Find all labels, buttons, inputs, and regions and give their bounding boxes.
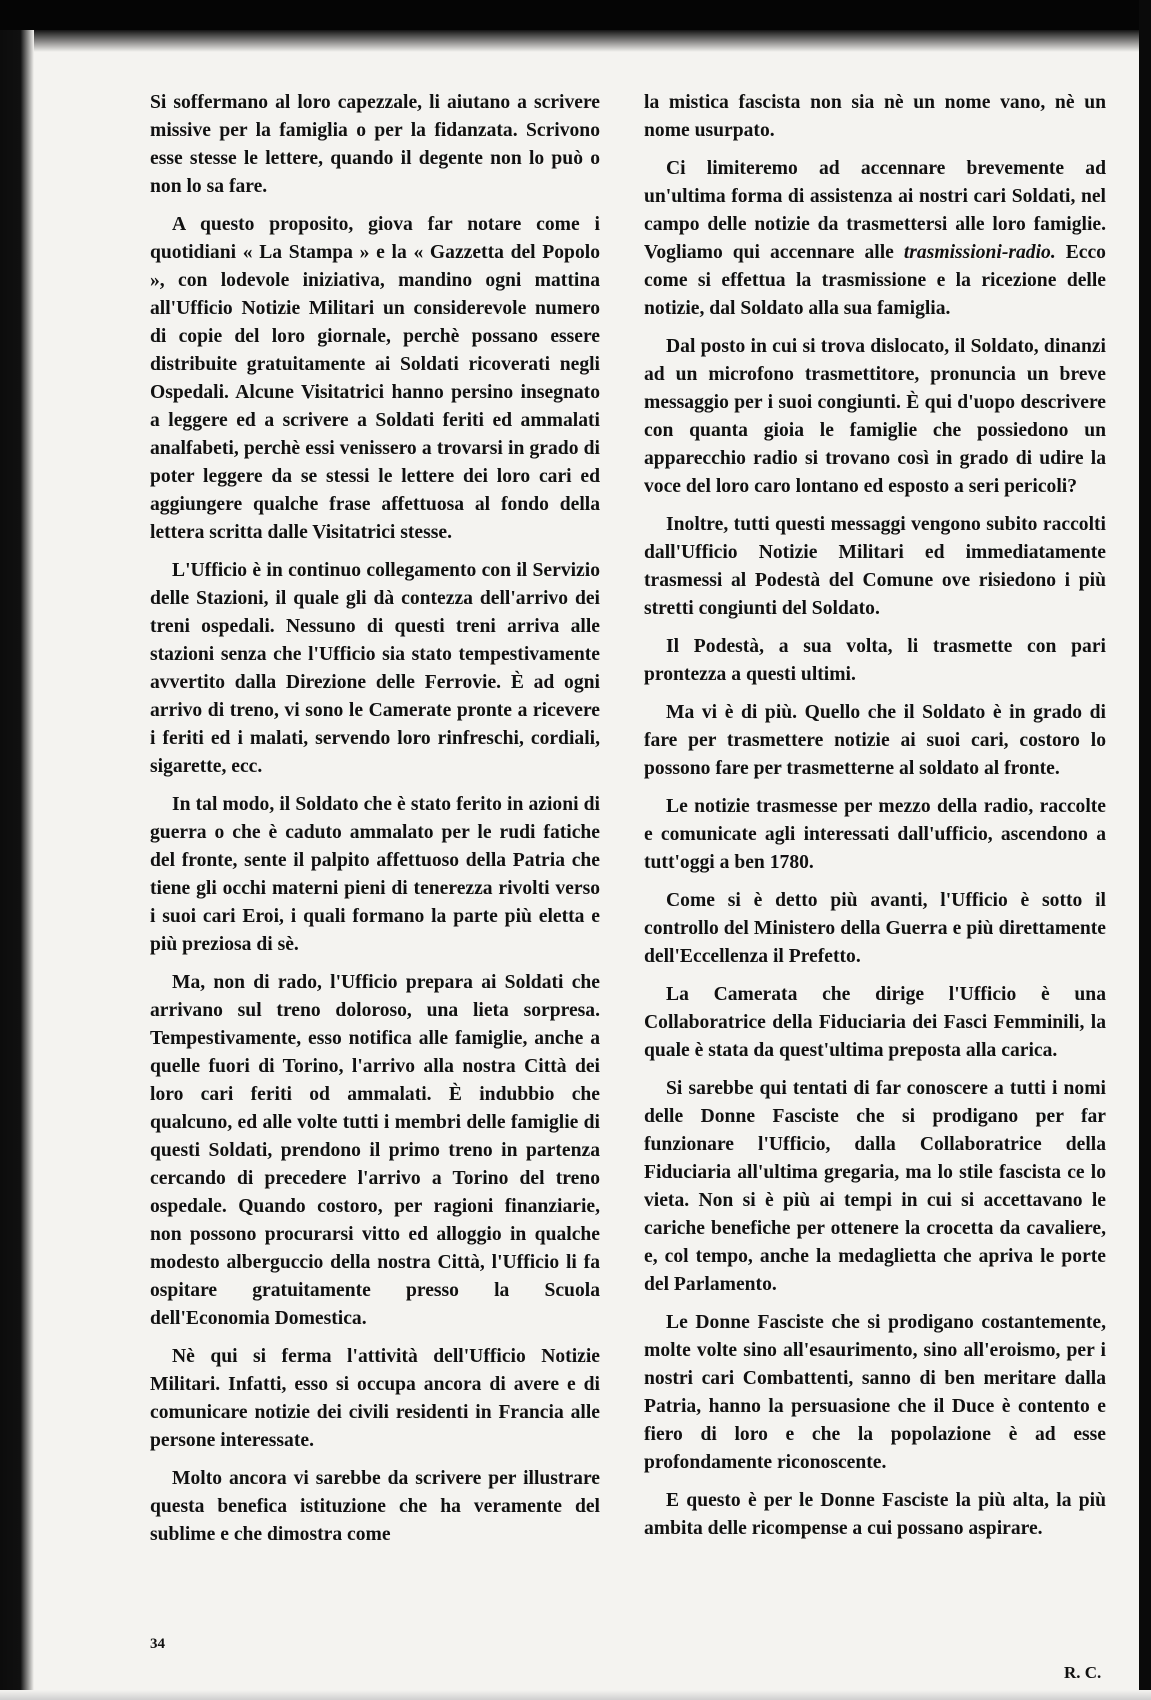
paragraph: Dal posto in cui si trova dislocato, il Soldato, dinanzi ad un microfono trasmettitore, pronuncia un breve messaggio per i suoi congiunti. È qui d'uopo descrivere con quanta gioia le famiglie che possiedono un apparecchio radio si trovano così in grado di udire la voce del loro caro lontano ed esposto a seri pericoli? [644,336,1106,497]
paragraph: Si sarebbe qui tentati di far conoscere a tutti i nomi delle Donne Fasciste che si prodigano per far funzionare l'Ufficio, dalla Collaboratrice della Fiduciaria all'ultima gregaria, ma lo stile fascista ce lo vieta. Non si è più ai tempi in cui si accettavano le cariche benefiche per ottenere la crocetta da cavaliere, e, col tempo, anche la medaglietta che apriva le porte del Parlamento. [644,1078,1106,1295]
paragraph: Inoltre, tutti questi messaggi vengono subito raccolti dall'Ufficio Notizie Militari ed immediatamente trasmessi al Podestà del Comune ove risiedono i più stretti congiunti del Soldato. [644,514,1106,619]
paragraph: Le Donne Fasciste che si prodigano costantemente, molte volte sino all'esaurimento, sino all'eroismo, per i nostri cari Combattenti, sanno di ben meritare dalla Patria, hanno la persuasione che il Duce è contento e fiero di loro e che la popolazione è ad esse profondamente riconoscente. [644,1312,1106,1473]
paragraph: Si soffermano al loro capezzale, li aiutano a scrivere missive per la famiglia o per la fidanzata. Scrivono esse stesse le lettere, quando il degente non lo può o non lo sa fare. [150,92,600,197]
paragraph: L'Ufficio è in continuo collegamento con il Servizio delle Stazioni, il quale gli dà contezza dell'arrivo dei treni ospedali. Nessuno di questi treni arriva alle stazioni senza che l'Ufficio sia stato tempestivamente avvertito dalla Direzione delle Ferrovie. È ad ogni arrivo di treno, vi sono le Camerate pronte a ricevere i feriti ed i malati, servendo loro rinfreschi, cordiali, sigarette, ecc. [150,560,600,777]
paragraph: Le notizie trasmesse per mezzo della radio, raccolte e comunicate agli interessati dall'ufficio, ascendono a tutt'oggi a ben 1780. [644,796,1106,873]
right-text-column [644,89,1106,1543]
scan-edge-bottom [0,1690,1151,1700]
paragraph-text: Ci limiteremo ad accennare brevemente ad un'ultima forma di assistenza ai nostri cari Soldati, nel campo delle notizie da trasmettersi alle loro famiglie. Vogliamo qui accennare alle [644,158,1106,263]
paragraph: Ma, non di rado, l'Ufficio prepara ai Soldati che arrivano sul treno doloroso, una lieta sorpresa. Tempestivamente, esso notifica alle famiglie, anche a quelle fuori di Torino, l'arrivo alla nostra Città dei loro cari feriti od ammalati. È indubbio che qualcuno, ed alle volte tutti i membri delle famiglie di questi Soldati, prendono il primo treno in partenza cercando di precedere l'arrivo a Torino del treno ospedale. Quando costoro, per ragioni finanziarie, non possono procurarsi vitto ed alloggio in qualche modesto alberguccio della nostra Città, l'Ufficio li fa ospitare gratuitamente presso la Scuola dell'Economia Domestica. [150,972,600,1329]
left-text-column [150,89,600,1549]
scan-edge-left [0,30,34,1700]
paragraph: Molto ancora vi sarebbe da scrivere per illustrare questa benefica istituzione che ha veramente del sublime e che dimostra come [150,1468,600,1545]
scan-edge-top-shadow [0,30,1151,52]
paragraph: A questo proposito, giova far notare come i quotidiani « La Stampa » e la « Gazzetta del Popolo », con lodevole iniziativa, mandino ogni mattina all'Ufficio Notizie Militari un considerevole numero di copie del loro giornale, perchè possano essere distribuite gratuitamente ai Soldati ricoverati negli Ospedali. Alcune Visitatrici hanno persino insegnato a leggere ed a scrivere a Soldati feriti ed ammalati analfabeti, perchè essi venissero a trovarsi in grado di poter leggere da se stessi le lettere dei loro cari ed aggiungere qualche frase affettuosa al fondo della lettera scritta dalle Visitatrici stesse. [150,214,600,543]
paragraph: Nè qui si ferma l'attività dell'Ufficio Notizie Militari. Infatti, esso si occupa ancora di avere e di comunicare notizie dei civili residenti in Francia alle persone interessate. [150,1346,600,1451]
paragraph: Ma vi è di più. Quello che il Soldato è in grado di fare per trasmettere notizie ai suoi cari, costoro lo possono fare per trasmetterne al soldato al fronte. [644,702,1106,779]
paragraph: la mistica fascista non sia nè un nome vano, nè un nome usurpato. [644,92,1106,141]
paragraph-text: Ecco come si effettua la trasmissione e la ricezione delle notizie, dal Soldato alla sua famiglia. [644,242,1106,319]
page-number: 34 [150,1636,165,1652]
paragraph: E questo è per le Donne Fasciste la più alta, la più ambita delle ricompense a cui possano aspirare. [644,1490,1106,1539]
paragraph [644,155,1106,323]
paragraph: Il Podestà, a sua volta, li trasmette con pari prontezza a questi ultimi. [644,636,1106,685]
italic-term: trasmissioni-radio. [903,242,1056,263]
paragraph: Come si è detto più avanti, l'Ufficio è sotto il controllo del Ministero della Guerra e più direttamente dell'Eccellenza il Prefetto. [644,890,1106,967]
scan-edge-right [1139,0,1151,1700]
paragraph: In tal modo, il Soldato che è stato ferito in azioni di guerra o che è caduto ammalato per le rudi fatiche del fronte, sente il palpito affettuoso della Patria che tiene gli occhi materni pieni di tenerezza rivolti verso i suoi cari Eroi, i quali formano la parte più eletta e più preziosa di sè. [150,794,600,955]
paragraph: La Camerata che dirige l'Ufficio è una Collaboratrice della Fiduciaria dei Fasci Femminili, la quale è stata da quest'ultima preposta alla carica. [644,984,1106,1061]
author-signature: R. C. [1064,1663,1102,1682]
